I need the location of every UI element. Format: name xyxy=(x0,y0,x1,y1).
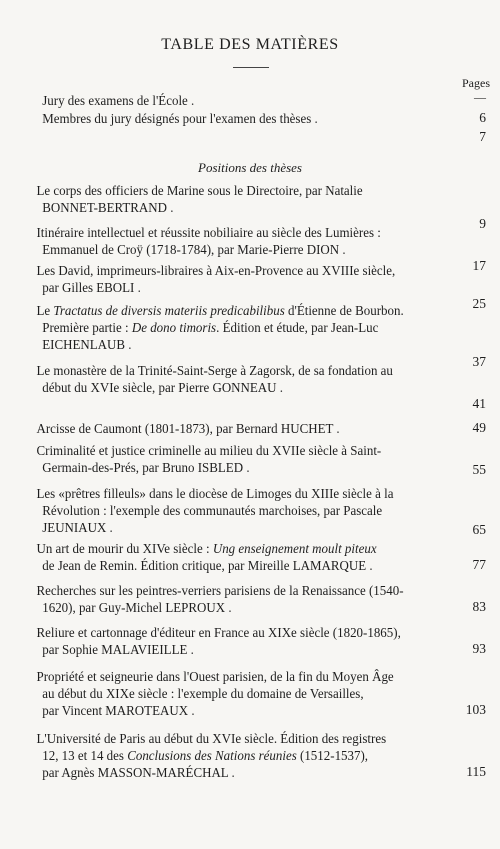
page-number: 83 xyxy=(472,599,486,614)
entry-text: Première partie : xyxy=(42,320,132,335)
page-number: 9 xyxy=(479,216,486,231)
entry-text: Le xyxy=(36,303,54,318)
toc-entry xyxy=(0,485,500,536)
entry-title: Membres du jury désignés pour l'examen des thèses xyxy=(42,111,312,126)
toc-entry xyxy=(0,182,500,216)
entry-line: Révolution : l'exemple des communautés marchoises, par Pascale xyxy=(42,503,383,518)
entry-title: Jury des examens de l'École xyxy=(42,93,188,108)
toc-entry xyxy=(0,442,500,476)
leader-dots: . xyxy=(191,703,197,718)
entry-line: Arcisse de Caumont (1801-1873), par Bernard HUCHET xyxy=(36,421,334,436)
entry-line: Le monastère de la Trinité-Saint-Serge à Zagorsk, de sa fondation au xyxy=(36,363,393,378)
leader-dots: . xyxy=(279,380,285,395)
entry-italic-title: Conclusions des Nations réunies xyxy=(127,748,297,763)
leader-dots: . xyxy=(246,460,252,475)
pages-dash: — xyxy=(474,90,486,104)
leader-dots: . xyxy=(369,558,375,573)
entry-line: Les «prêtres filleuls» dans le diocèse de Limoges du XIIIe siècle à la xyxy=(36,486,394,501)
page-number: 65 xyxy=(472,522,486,537)
entry-line: au début du XIXe siècle : l'exemple du domaine de Versailles, xyxy=(42,686,364,701)
pages-column-label: Pages xyxy=(462,76,490,90)
entry-line: début du XVIe siècle, par Pierre GONNEAU xyxy=(42,380,277,395)
toc-entry xyxy=(0,224,500,258)
entry-line: par Sophie MALAVIEILLE xyxy=(42,642,188,657)
leader-dots: . xyxy=(191,93,197,108)
leader-dots: . xyxy=(228,600,234,615)
section-heading: Positions des thèses xyxy=(198,160,302,175)
entry-text: . Édition et étude, par Jean-Luc xyxy=(216,320,379,335)
leader-dots: . xyxy=(170,200,176,215)
entry-text: 12, 13 et 14 des xyxy=(42,748,128,763)
entry-line: EICHENLAUB xyxy=(42,337,126,352)
entry-line: Criminalité et justice criminelle au milieu du XVIIe siècle à Saint- xyxy=(36,443,382,458)
entry-line: BONNET-BERTRAND xyxy=(42,200,167,215)
entry-text: Un art de mourir du XIVe siècle : xyxy=(36,541,213,556)
entry-italic-title: Ung enseignement moult piteux xyxy=(212,541,377,556)
title-rule xyxy=(233,67,269,68)
leader-dots: . xyxy=(137,280,143,295)
toc-entry xyxy=(0,540,500,574)
toc-entry xyxy=(0,582,500,616)
toc-entry xyxy=(0,302,500,353)
toc-entry xyxy=(0,668,500,719)
entry-line: de Jean de Remin. Édition critique, par Mireille LAMARQUE xyxy=(42,558,367,573)
toc-entry xyxy=(0,624,500,658)
page-number: 6 xyxy=(479,110,486,125)
entry-line: Les David, imprimeurs-libraires à Aix-en-Provence au XVIIIe siècle, xyxy=(36,263,396,278)
entry-line: L'Université de Paris au début du XVIe siècle. Édition des registres xyxy=(36,731,387,746)
page-number: 55 xyxy=(472,462,486,477)
page-number: 17 xyxy=(472,258,486,273)
toc-entry xyxy=(0,262,500,296)
toc-entry xyxy=(0,730,500,781)
leader-dots: . xyxy=(342,242,348,257)
leader-dots: . xyxy=(128,337,134,352)
page-number: 77 xyxy=(472,557,486,572)
entry-line: Le corps des officiers de Marine sous le Directoire, par Natalie xyxy=(36,183,363,198)
entry-line: par Gilles EBOLI xyxy=(42,280,135,295)
entry-text: (1512-1537), xyxy=(296,748,369,763)
entry-line: Reliure et cartonnage d'éditeur en France au XIXe siècle (1820-1865), xyxy=(36,625,401,640)
entry-text: d'Étienne de Bourbon. xyxy=(284,303,404,318)
toc-entry xyxy=(0,362,500,396)
leader-dots: . xyxy=(109,520,115,535)
page-number: 7 xyxy=(479,129,486,144)
page-number: 41 xyxy=(472,396,486,411)
leader-dots: . xyxy=(190,642,196,657)
entry-line: Recherches sur les peintres-verriers parisiens de la Renaissance (1540- xyxy=(36,583,404,598)
page-number: 37 xyxy=(472,354,486,369)
entry-line: JEUNIAUX xyxy=(42,520,107,535)
toc-entry xyxy=(0,110,500,127)
toc-entry xyxy=(0,420,500,437)
entry-line: par Vincent MAROTEAUX xyxy=(42,703,189,718)
page-number: 49 xyxy=(472,420,486,435)
leader-dots: . xyxy=(231,765,237,780)
entry-line: Itinéraire intellectuel et réussite nobiliaire au siècle des Lumières : xyxy=(36,225,381,240)
page-number: 115 xyxy=(466,764,486,779)
page-title: TABLE DES MATIÈRES xyxy=(161,36,339,53)
entry-line: Emmanuel de Croÿ (1718-1784), par Marie-Pierre DION xyxy=(42,242,340,257)
page-number: 25 xyxy=(472,296,486,311)
toc-entry xyxy=(0,92,500,109)
entry-line: Germain-des-Prés, par Bruno ISBLED xyxy=(42,460,244,475)
entry-italic-title: De dono timoris xyxy=(131,320,217,335)
page-number: 103 xyxy=(465,702,486,717)
leader-dots: . xyxy=(336,421,342,436)
leader-dots: . xyxy=(314,111,320,126)
page-number: 93 xyxy=(472,641,486,656)
entry-line: Propriété et seigneurie dans l'Ouest parisien, de la fin du Moyen Âge xyxy=(36,669,394,684)
entry-line: 1620), par Guy-Michel LEPROUX xyxy=(42,600,226,615)
entry-line: par Agnès MASSON-MARÉCHAL xyxy=(42,765,229,780)
entry-italic-title: Tractatus de diversis materiis predicabilibus xyxy=(53,303,285,318)
